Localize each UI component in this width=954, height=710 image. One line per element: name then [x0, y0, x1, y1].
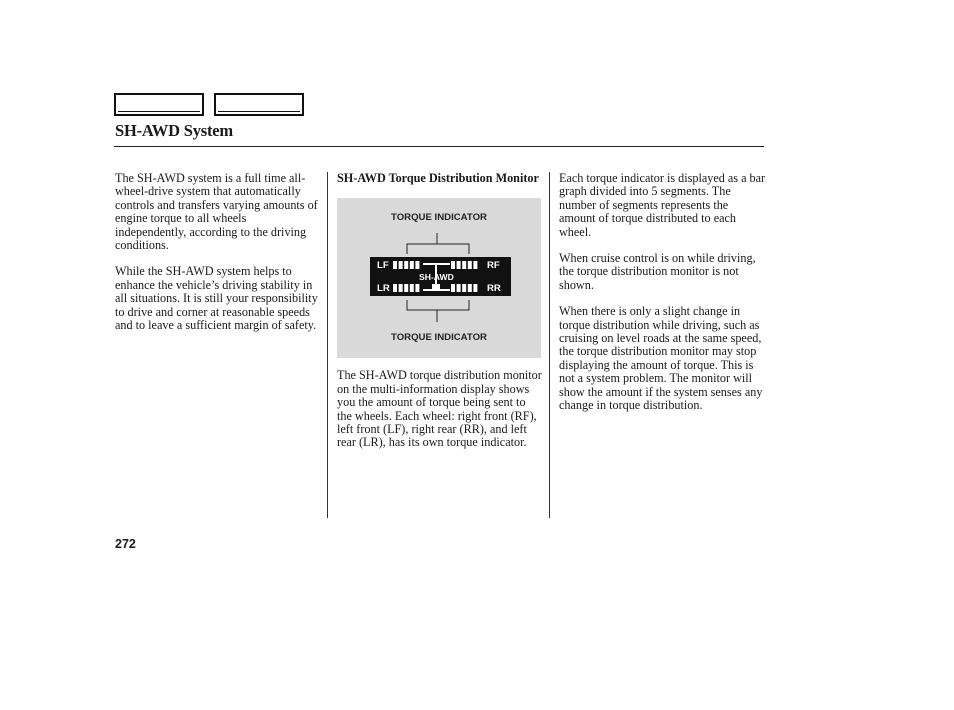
leader-line-lf: [407, 233, 437, 254]
nav-tab-left[interactable]: [114, 93, 204, 116]
column-details: [559, 172, 767, 426]
torque-segment-rr-3: [462, 284, 466, 292]
intro-paragraph-1: The SH-AWD system is a full time all-wheel-drive system that automatically controls and transfers varying amounts of engine torque to all wheels independently, according to the driving conditions.: [115, 171, 318, 253]
details-paragraph-2: When cruise control is on while driving, the torque distribution monitor is not shown.: [559, 251, 756, 292]
torque-indicator-label-bottom: TORQUE INDICATOR: [391, 332, 487, 344]
details-paragraph-3: When there is only a slight change in torque distribution while driving, such as cruising on level roads at the same speed, the torque distribution monitor may stop displaying the amount of torque. This is not a system problem. The monitor will show the amount if the system senses any change in torque distribution.: [559, 304, 763, 413]
torque-segment-lf-2: [399, 261, 403, 269]
page-number: 272: [115, 537, 136, 551]
intro-paragraph-2: While the SH-AWD system helps to enhance the vehicle’s driving stability in all situations. It is still your responsibility to drive and corner at reasonable speeds and to leave a sufficient margin of safety.: [115, 264, 318, 333]
torque-segment-lf-3: [404, 261, 408, 269]
title-divider: [114, 146, 764, 147]
torque-segment-lr-4: [410, 284, 414, 292]
section-heading: SH-AWD Torque Distribution Monitor: [337, 171, 539, 185]
torque-monitor-figure: [337, 198, 541, 358]
rear-differential: [432, 284, 440, 289]
column-intro: [115, 172, 320, 345]
wheel-label-rr: RR: [487, 283, 501, 295]
torque-segment-lf-1: [393, 261, 397, 269]
leader-line-rr: [437, 300, 469, 310]
torque-segment-lr-5: [415, 284, 419, 292]
torque-segment-rf-1: [451, 261, 455, 269]
torque-segment-lr-2: [399, 284, 403, 292]
torque-segment-lf-4: [410, 261, 414, 269]
column-monitor: [337, 172, 542, 463]
torque-segment-rf-2: [457, 261, 461, 269]
torque-indicator-label-top: TORQUE INDICATOR: [391, 212, 487, 224]
wheel-label-rf: RF: [487, 260, 500, 272]
torque-segment-rf-5: [473, 261, 477, 269]
torque-segment-rr-5: [473, 284, 477, 292]
column-divider-1: [327, 172, 328, 518]
wheel-label-lr: LR: [377, 283, 390, 295]
torque-segment-rr-2: [457, 284, 461, 292]
leader-line-rf: [437, 244, 469, 254]
monitor-paragraph-1: The SH-AWD torque distribution monitor on the multi-information display shows you the amount of torque being sent to the wheels. Each wheel: right front (RF), left front (LF), right rear (RR), and left rear (LR), has its own torque indicator.: [337, 368, 542, 450]
column-divider-2: [549, 172, 550, 518]
torque-segment-lf-5: [415, 261, 419, 269]
page-title: SH-AWD System: [115, 121, 233, 140]
torque-segment-lr-3: [404, 284, 408, 292]
details-paragraph-1: Each torque indicator is displayed as a bar graph divided into 5 segments. The number of segments represents the amount of torque distributed to each wheel.: [559, 171, 766, 239]
sh-awd-display-label: SH-AWD: [419, 272, 454, 283]
torque-segment-rf-4: [468, 261, 472, 269]
torque-segment-lr-1: [393, 284, 397, 292]
leader-line-lr: [407, 300, 437, 322]
torque-segment-rr-4: [468, 284, 472, 292]
torque-segment-rf-3: [462, 261, 466, 269]
torque-segment-rr-1: [451, 284, 455, 292]
wheel-label-lf: LF: [377, 260, 389, 272]
nav-tab-right[interactable]: [214, 93, 304, 116]
